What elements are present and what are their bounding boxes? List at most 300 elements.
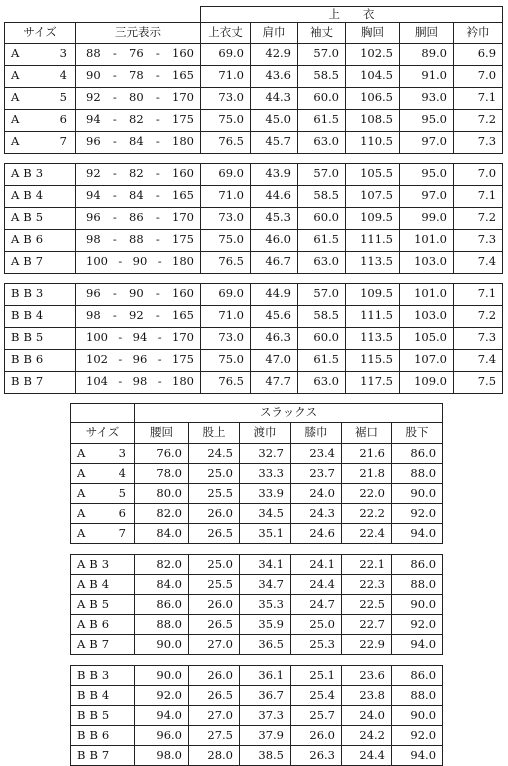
table-row bbox=[5, 43, 503, 65]
measurement-cell: 109.0 bbox=[400, 371, 454, 393]
slacks-size-table bbox=[70, 403, 443, 766]
separator-cell bbox=[5, 153, 503, 163]
size-letter: A bbox=[77, 485, 86, 500]
chest-dim: 96 bbox=[86, 210, 101, 225]
measurement-cell: 45.3 bbox=[251, 207, 298, 229]
three-dim-cell bbox=[76, 327, 201, 349]
measurement-cell: 57.0 bbox=[298, 163, 346, 185]
size-cell bbox=[71, 464, 135, 484]
dash: - bbox=[118, 352, 123, 367]
group-separator bbox=[71, 655, 443, 666]
table-row bbox=[71, 464, 443, 484]
header-row-group bbox=[5, 7, 503, 23]
column-header: 肩巾 bbox=[251, 22, 298, 43]
size-cell: AB6 bbox=[5, 229, 76, 251]
table-row bbox=[5, 349, 503, 371]
dash: - bbox=[118, 254, 123, 269]
measurement-cell: 88.0 bbox=[392, 686, 443, 706]
dash: - bbox=[155, 46, 160, 61]
measurement-cell: 34.7 bbox=[240, 575, 291, 595]
column-header: 三元表示 bbox=[76, 22, 201, 43]
measurement-cell: 24.6 bbox=[291, 524, 342, 544]
dash: - bbox=[112, 308, 117, 323]
dash: - bbox=[112, 46, 117, 61]
chest-dim: 98 bbox=[86, 232, 101, 247]
measurement-cell: 26.0 bbox=[189, 595, 240, 615]
measurement-cell: 69.0 bbox=[201, 43, 251, 65]
measurement-cell: 92.0 bbox=[135, 686, 189, 706]
three-dim-cell bbox=[76, 207, 201, 229]
measurement-cell: 92.0 bbox=[392, 726, 443, 746]
table-row bbox=[71, 666, 443, 686]
size-cell: AB7 bbox=[5, 251, 76, 273]
measurement-cell: 92.0 bbox=[392, 615, 443, 635]
dash: - bbox=[112, 286, 117, 301]
measurement-cell: 26.3 bbox=[291, 746, 342, 766]
measurement-cell: 22.7 bbox=[342, 615, 392, 635]
measurement-cell: 63.0 bbox=[298, 371, 346, 393]
size-number: 7 bbox=[118, 525, 126, 540]
measurement-cell: 42.9 bbox=[251, 43, 298, 65]
measurement-cell: 47.7 bbox=[251, 371, 298, 393]
measurement-cell: 76.5 bbox=[201, 251, 251, 273]
chest-dim: 100 bbox=[86, 330, 108, 345]
table-row bbox=[71, 575, 443, 595]
size-cell: BB3 bbox=[5, 283, 76, 305]
dash: - bbox=[155, 188, 160, 203]
measurement-cell: 24.0 bbox=[291, 484, 342, 504]
dash: - bbox=[118, 374, 123, 389]
measurement-cell: 24.0 bbox=[342, 706, 392, 726]
table-row bbox=[5, 305, 503, 327]
three-dim-cell bbox=[76, 131, 201, 153]
chest-dim: 92 bbox=[86, 90, 101, 105]
measurement-cell: 63.0 bbox=[298, 251, 346, 273]
size-letter: A bbox=[11, 68, 20, 83]
measurement-cell: 90.0 bbox=[392, 706, 443, 726]
table-row bbox=[5, 109, 503, 131]
three-dim-cell bbox=[76, 65, 201, 87]
measurement-cell: 45.7 bbox=[251, 131, 298, 153]
table-row bbox=[71, 686, 443, 706]
measurement-cell: 86.0 bbox=[392, 666, 443, 686]
size-letter: A bbox=[77, 525, 86, 540]
chest-dim: 94 bbox=[86, 188, 101, 203]
height-dim: 160 bbox=[172, 286, 194, 301]
measurement-cell: 103.0 bbox=[400, 305, 454, 327]
measurement-cell: 71.0 bbox=[201, 65, 251, 87]
column-header: 裾口 bbox=[342, 423, 392, 444]
size-cell: AB7 bbox=[71, 635, 135, 655]
size-cell bbox=[71, 504, 135, 524]
size-cell: BB6 bbox=[5, 349, 76, 371]
table-row bbox=[5, 207, 503, 229]
group-separator bbox=[5, 153, 503, 163]
blank-header-cell bbox=[5, 7, 201, 23]
size-cell bbox=[71, 524, 135, 544]
measurement-cell: 7.2 bbox=[454, 305, 503, 327]
measurement-cell: 90.0 bbox=[135, 666, 189, 686]
slacks-group-header: スラックス bbox=[135, 404, 443, 423]
measurement-cell: 26.5 bbox=[189, 615, 240, 635]
measurement-cell: 21.8 bbox=[342, 464, 392, 484]
height-dim: 165 bbox=[172, 188, 194, 203]
size-cell: AB5 bbox=[5, 207, 76, 229]
size-number: 5 bbox=[59, 90, 67, 105]
measurement-cell: 28.0 bbox=[189, 746, 240, 766]
three-dim-cell bbox=[76, 349, 201, 371]
three-dim-cell bbox=[76, 43, 201, 65]
height-dim: 170 bbox=[172, 330, 194, 345]
jacket-group-header: 上 衣 bbox=[201, 7, 503, 23]
measurement-cell: 104.5 bbox=[346, 65, 400, 87]
separator-cell bbox=[5, 273, 503, 283]
waist-dim: 82 bbox=[129, 112, 144, 127]
measurement-cell: 24.4 bbox=[342, 746, 392, 766]
dash: - bbox=[155, 68, 160, 83]
measurement-cell: 7.4 bbox=[454, 251, 503, 273]
three-dim-cell bbox=[76, 251, 201, 273]
blank-header-cell bbox=[71, 404, 135, 423]
measurement-cell: 115.5 bbox=[346, 349, 400, 371]
column-header: 胴回 bbox=[400, 22, 454, 43]
column-header: 胸回 bbox=[346, 22, 400, 43]
measurement-cell: 7.3 bbox=[454, 131, 503, 153]
measurement-cell: 111.5 bbox=[346, 305, 400, 327]
measurement-cell: 25.5 bbox=[189, 575, 240, 595]
measurement-cell: 23.7 bbox=[291, 464, 342, 484]
measurement-cell: 25.3 bbox=[291, 635, 342, 655]
chest-dim: 102 bbox=[86, 352, 108, 367]
measurement-cell: 78.0 bbox=[135, 464, 189, 484]
measurement-cell: 90.0 bbox=[392, 595, 443, 615]
measurement-cell: 99.0 bbox=[400, 207, 454, 229]
measurement-cell: 27.0 bbox=[189, 635, 240, 655]
height-dim: 160 bbox=[172, 46, 194, 61]
measurement-cell: 43.9 bbox=[251, 163, 298, 185]
measurement-cell: 58.5 bbox=[298, 65, 346, 87]
dash: - bbox=[157, 374, 162, 389]
measurement-cell: 23.6 bbox=[342, 666, 392, 686]
measurement-cell: 37.9 bbox=[240, 726, 291, 746]
waist-dim: 98 bbox=[132, 374, 148, 389]
size-letter: A bbox=[11, 46, 20, 61]
dash: - bbox=[112, 112, 117, 127]
chest-dim: 92 bbox=[86, 166, 101, 181]
measurement-cell: 23.8 bbox=[342, 686, 392, 706]
measurement-cell: 24.5 bbox=[189, 444, 240, 464]
measurement-cell: 26.0 bbox=[189, 666, 240, 686]
measurement-cell: 36.5 bbox=[240, 635, 291, 655]
measurement-cell: 33.3 bbox=[240, 464, 291, 484]
measurement-cell: 109.5 bbox=[346, 207, 400, 229]
jacket-size-table bbox=[4, 6, 503, 394]
measurement-cell: 22.3 bbox=[342, 575, 392, 595]
measurement-cell: 111.5 bbox=[346, 229, 400, 251]
measurement-cell: 6.9 bbox=[454, 43, 503, 65]
measurement-cell: 107.0 bbox=[400, 349, 454, 371]
size-cell: BB4 bbox=[5, 305, 76, 327]
size-letter: A bbox=[11, 112, 20, 127]
size-cell bbox=[71, 484, 135, 504]
chest-dim: 100 bbox=[86, 254, 108, 269]
measurement-cell: 7.2 bbox=[454, 109, 503, 131]
dash: - bbox=[112, 210, 117, 225]
measurement-cell: 75.0 bbox=[201, 229, 251, 251]
measurement-cell: 7.1 bbox=[454, 185, 503, 207]
size-cell bbox=[5, 65, 76, 87]
size-cell bbox=[5, 131, 76, 153]
size-cell: BB5 bbox=[5, 327, 76, 349]
table-row bbox=[5, 371, 503, 393]
waist-dim: 88 bbox=[129, 232, 144, 247]
measurement-cell: 94.0 bbox=[392, 746, 443, 766]
dash: - bbox=[112, 90, 117, 105]
size-cell: AB4 bbox=[71, 575, 135, 595]
height-dim: 175 bbox=[172, 352, 194, 367]
measurement-cell: 24.1 bbox=[291, 555, 342, 575]
table-row bbox=[5, 163, 503, 185]
measurement-cell: 97.0 bbox=[400, 185, 454, 207]
dash: - bbox=[112, 232, 117, 247]
measurement-cell: 22.9 bbox=[342, 635, 392, 655]
measurement-cell: 92.0 bbox=[392, 504, 443, 524]
measurement-cell: 7.5 bbox=[454, 371, 503, 393]
measurement-cell: 44.9 bbox=[251, 283, 298, 305]
measurement-cell: 61.5 bbox=[298, 349, 346, 371]
measurement-cell: 46.0 bbox=[251, 229, 298, 251]
measurement-cell: 36.1 bbox=[240, 666, 291, 686]
waist-dim: 76 bbox=[129, 46, 144, 61]
waist-dim: 80 bbox=[129, 90, 144, 105]
measurement-cell: 26.0 bbox=[291, 726, 342, 746]
measurement-cell: 107.5 bbox=[346, 185, 400, 207]
measurement-cell: 101.0 bbox=[400, 229, 454, 251]
column-header-row bbox=[5, 22, 503, 43]
size-letter: A bbox=[77, 445, 86, 460]
waist-dim: 90 bbox=[129, 286, 144, 301]
table-row bbox=[5, 283, 503, 305]
measurement-cell: 88.0 bbox=[392, 464, 443, 484]
waist-dim: 90 bbox=[132, 254, 148, 269]
size-cell: BB3 bbox=[71, 666, 135, 686]
column-header: サイズ bbox=[71, 423, 135, 444]
waist-dim: 82 bbox=[129, 166, 144, 181]
three-dim-cell bbox=[76, 87, 201, 109]
measurement-cell: 45.6 bbox=[251, 305, 298, 327]
measurement-cell: 58.5 bbox=[298, 185, 346, 207]
column-header: 上衣丈 bbox=[201, 22, 251, 43]
measurement-cell: 26.0 bbox=[189, 504, 240, 524]
size-cell: BB4 bbox=[71, 686, 135, 706]
measurement-cell: 25.0 bbox=[189, 464, 240, 484]
measurement-cell: 105.5 bbox=[346, 163, 400, 185]
height-dim: 170 bbox=[172, 210, 194, 225]
chest-dim: 98 bbox=[86, 308, 101, 323]
measurement-cell: 32.7 bbox=[240, 444, 291, 464]
table-row bbox=[5, 327, 503, 349]
measurement-cell: 106.5 bbox=[346, 87, 400, 109]
separator-cell bbox=[71, 655, 443, 666]
chest-dim: 96 bbox=[86, 286, 101, 301]
waist-dim: 86 bbox=[129, 210, 144, 225]
column-header: 袖丈 bbox=[298, 22, 346, 43]
measurement-cell: 60.0 bbox=[298, 87, 346, 109]
waist-dim: 78 bbox=[129, 68, 144, 83]
dash: - bbox=[155, 134, 160, 149]
size-cell bbox=[71, 444, 135, 464]
measurement-cell: 45.0 bbox=[251, 109, 298, 131]
chest-dim: 94 bbox=[86, 112, 101, 127]
three-dim-cell bbox=[76, 185, 201, 207]
size-number: 4 bbox=[59, 68, 67, 83]
column-header: サイズ bbox=[5, 22, 76, 43]
size-cell: BB7 bbox=[71, 746, 135, 766]
measurement-cell: 113.5 bbox=[346, 327, 400, 349]
header-row-group bbox=[71, 404, 443, 423]
measurement-cell: 58.5 bbox=[298, 305, 346, 327]
dash: - bbox=[157, 254, 162, 269]
measurement-cell: 91.0 bbox=[400, 65, 454, 87]
waist-dim: 92 bbox=[129, 308, 144, 323]
measurement-cell: 7.2 bbox=[454, 207, 503, 229]
measurement-cell: 94.0 bbox=[392, 524, 443, 544]
measurement-cell: 7.1 bbox=[454, 87, 503, 109]
dash: - bbox=[157, 352, 162, 367]
table-row bbox=[71, 706, 443, 726]
column-header: 渡巾 bbox=[240, 423, 291, 444]
measurement-cell: 26.5 bbox=[189, 686, 240, 706]
size-number: 7 bbox=[59, 134, 67, 149]
measurement-cell: 7.0 bbox=[454, 163, 503, 185]
size-cell: AB4 bbox=[5, 185, 76, 207]
measurement-cell: 27.0 bbox=[189, 706, 240, 726]
measurement-cell: 75.0 bbox=[201, 109, 251, 131]
table-row bbox=[71, 484, 443, 504]
measurement-cell: 25.7 bbox=[291, 706, 342, 726]
height-dim: 180 bbox=[172, 134, 194, 149]
measurement-cell: 7.1 bbox=[454, 283, 503, 305]
measurement-cell: 97.0 bbox=[400, 131, 454, 153]
measurement-cell: 101.0 bbox=[400, 283, 454, 305]
measurement-cell: 23.4 bbox=[291, 444, 342, 464]
measurement-cell: 86.0 bbox=[392, 555, 443, 575]
table-row bbox=[71, 524, 443, 544]
height-dim: 180 bbox=[172, 254, 194, 269]
measurement-cell: 82.0 bbox=[135, 504, 189, 524]
measurement-cell: 22.5 bbox=[342, 595, 392, 615]
three-dim-cell bbox=[76, 371, 201, 393]
table-row bbox=[5, 87, 503, 109]
measurement-cell: 22.1 bbox=[342, 555, 392, 575]
measurement-cell: 21.6 bbox=[342, 444, 392, 464]
measurement-cell: 25.0 bbox=[291, 615, 342, 635]
measurement-cell: 25.4 bbox=[291, 686, 342, 706]
size-cell bbox=[5, 43, 76, 65]
size-cell: BB5 bbox=[71, 706, 135, 726]
measurement-cell: 38.5 bbox=[240, 746, 291, 766]
measurement-cell: 95.0 bbox=[400, 163, 454, 185]
separator-cell bbox=[71, 544, 443, 555]
measurement-cell: 117.5 bbox=[346, 371, 400, 393]
measurement-cell: 108.5 bbox=[346, 109, 400, 131]
height-dim: 175 bbox=[172, 112, 194, 127]
measurement-cell: 94.0 bbox=[392, 635, 443, 655]
measurement-cell: 109.5 bbox=[346, 283, 400, 305]
table-row bbox=[71, 555, 443, 575]
dash: - bbox=[155, 112, 160, 127]
measurement-cell: 37.3 bbox=[240, 706, 291, 726]
measurement-cell: 57.0 bbox=[298, 283, 346, 305]
measurement-cell: 44.3 bbox=[251, 87, 298, 109]
measurement-cell: 24.7 bbox=[291, 595, 342, 615]
measurement-cell: 86.0 bbox=[135, 595, 189, 615]
waist-dim: 84 bbox=[129, 134, 144, 149]
measurement-cell: 84.0 bbox=[135, 524, 189, 544]
measurement-cell: 35.3 bbox=[240, 595, 291, 615]
table-row bbox=[5, 65, 503, 87]
size-cell bbox=[5, 87, 76, 109]
size-cell bbox=[5, 109, 76, 131]
column-header: 股上 bbox=[189, 423, 240, 444]
measurement-cell: 24.2 bbox=[342, 726, 392, 746]
chest-dim: 88 bbox=[86, 46, 101, 61]
measurement-cell: 71.0 bbox=[201, 185, 251, 207]
height-dim: 165 bbox=[172, 68, 194, 83]
measurement-cell: 73.0 bbox=[201, 87, 251, 109]
size-cell: BB6 bbox=[71, 726, 135, 746]
measurement-cell: 63.0 bbox=[298, 131, 346, 153]
measurement-cell: 96.0 bbox=[135, 726, 189, 746]
size-number: 4 bbox=[118, 465, 126, 480]
dash: - bbox=[112, 68, 117, 83]
measurement-cell: 98.0 bbox=[135, 746, 189, 766]
table-row bbox=[5, 251, 503, 273]
column-header: 股下 bbox=[392, 423, 443, 444]
chest-dim: 90 bbox=[86, 68, 101, 83]
dash: - bbox=[155, 286, 160, 301]
measurement-cell: 95.0 bbox=[400, 109, 454, 131]
dash: - bbox=[155, 166, 160, 181]
measurement-cell: 7.0 bbox=[454, 65, 503, 87]
measurement-cell: 44.6 bbox=[251, 185, 298, 207]
waist-dim: 94 bbox=[132, 330, 148, 345]
height-dim: 165 bbox=[172, 308, 194, 323]
measurement-cell: 43.6 bbox=[251, 65, 298, 87]
measurement-cell: 76.5 bbox=[201, 131, 251, 153]
measurement-cell: 69.0 bbox=[201, 163, 251, 185]
chest-dim: 96 bbox=[86, 134, 101, 149]
measurement-cell: 46.3 bbox=[251, 327, 298, 349]
dash: - bbox=[157, 330, 162, 345]
column-header: 衿巾 bbox=[454, 22, 503, 43]
measurement-cell: 61.5 bbox=[298, 109, 346, 131]
measurement-cell: 84.0 bbox=[135, 575, 189, 595]
table-row bbox=[5, 185, 503, 207]
size-letter: A bbox=[11, 134, 20, 149]
size-letter: A bbox=[77, 465, 86, 480]
measurement-cell: 25.1 bbox=[291, 666, 342, 686]
size-number: 6 bbox=[59, 112, 67, 127]
measurement-cell: 75.0 bbox=[201, 349, 251, 371]
measurement-cell: 35.9 bbox=[240, 615, 291, 635]
measurement-cell: 33.9 bbox=[240, 484, 291, 504]
measurement-cell: 27.5 bbox=[189, 726, 240, 746]
size-cell: AB3 bbox=[5, 163, 76, 185]
measurement-cell: 57.0 bbox=[298, 43, 346, 65]
measurement-cell: 102.5 bbox=[346, 43, 400, 65]
measurement-cell: 93.0 bbox=[400, 87, 454, 109]
